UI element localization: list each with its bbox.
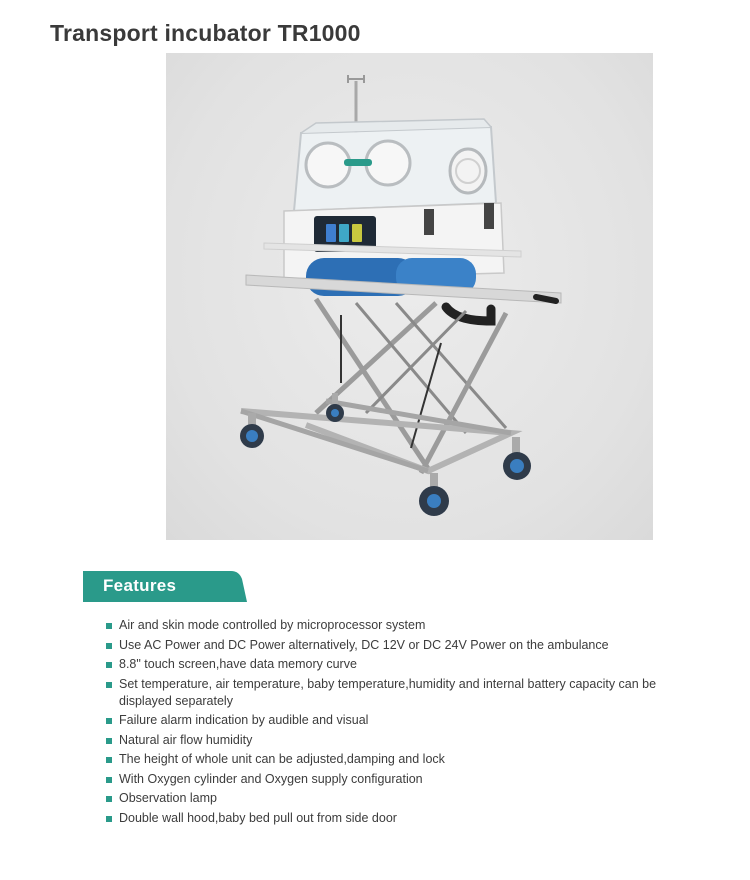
- list-item: [106, 790, 706, 807]
- list-item: [106, 637, 706, 654]
- list-item: [106, 751, 706, 768]
- list-item: [106, 676, 706, 710]
- page-title: Transport incubator TR1000: [50, 20, 361, 46]
- features-heading-label: Features: [103, 576, 177, 595]
- feature-text: The height of whole unit can be adjusted,damping and lock: [119, 752, 445, 766]
- square-bullet-icon: [106, 662, 112, 668]
- square-bullet-icon: [106, 816, 112, 822]
- square-bullet-icon: [106, 682, 112, 688]
- feature-text: 8.8" touch screen,have data memory curve: [119, 657, 357, 671]
- feature-text: Set temperature, air temperature, baby temperature,humidity and internal battery capacity can be displayed separately: [119, 676, 657, 708]
- feature-text: Failure alarm indication by audible and visual: [119, 713, 369, 727]
- product-photo: [166, 53, 653, 540]
- square-bullet-icon: [106, 623, 112, 629]
- square-bullet-icon: [106, 796, 112, 802]
- list-item: [106, 617, 706, 634]
- square-bullet-icon: [106, 738, 112, 744]
- feature-text: Air and skin mode controlled by microprocessor system: [119, 618, 426, 632]
- square-bullet-icon: [106, 757, 112, 763]
- feature-text: With Oxygen cylinder and Oxygen supply configuration: [119, 771, 423, 786]
- square-bullet-icon: [106, 718, 112, 724]
- feature-text: Observation lamp: [119, 791, 217, 805]
- square-bullet-icon: [106, 643, 112, 649]
- list-item: [106, 771, 706, 788]
- square-bullet-icon: [106, 777, 112, 783]
- list-item: [106, 656, 706, 673]
- feature-text: Natural air flow humidity: [119, 732, 253, 747]
- transport-incubator-illustration: [166, 53, 653, 540]
- features-heading: [83, 571, 247, 602]
- list-item: [106, 732, 706, 749]
- list-item: [106, 810, 706, 827]
- feature-text: Double wall hood,baby bed pull out from side door: [119, 810, 397, 825]
- feature-list: [106, 617, 706, 829]
- list-item: [106, 712, 706, 729]
- feature-text: Use AC Power and DC Power alternatively, DC 12V or DC 24V Power on the ambulance: [119, 637, 609, 652]
